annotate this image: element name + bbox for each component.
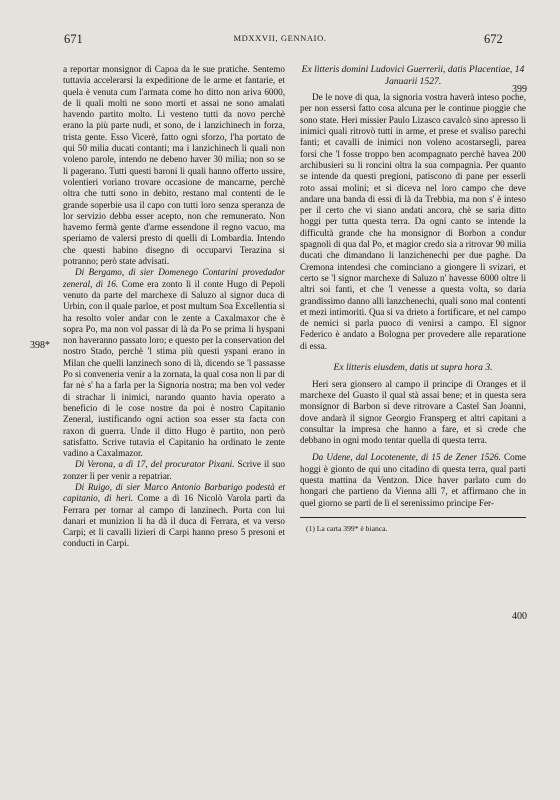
paragraph-udene [300, 452, 526, 508]
running-title: MDXXVII, GENNAIO. [233, 33, 327, 43]
text-ruigo: Come a dì 16 Nicolò Varola partì da Ferrara per tornar al campo di lanzinech. Porta con lui danari et munizion li ha dà il duca di Ferrara, et va verso Carpi; et li cavalli lizieri di Carpi hanno preso 5 presoni et conducti in Carpi. [63, 493, 285, 549]
heading-verona: Di Verona, a dì 17, del procurator Pixani. [75, 459, 235, 470]
heading-ruigo: Di Ruigo, di sier Marco Antonio Barbarigo podestà et capitanio, di heri. [63, 481, 285, 504]
page-number-right: 672 [484, 32, 503, 46]
footnote: (1) La carta 399* è bianca. [306, 523, 388, 533]
paragraph-oranges: Heri sera gionsero al campo il principe di Oranges et il marchexe del Guasto il qual stà assai bene; et in questa sera monsignor di Barbon si deve ritrovare a Castel San Joanni, dove andarà il signor Georgio Fransperg et altri capitani a consultar la impresa che hanno a fare, et si crede che debbano in ogni modo tentar quella di questa terra. [300, 378, 526, 446]
paragraph-ruigo [63, 482, 285, 550]
paragraph-verona [63, 459, 285, 482]
paragraph-bergamo [63, 267, 285, 459]
text-udene: Come hoggi è gionto de qui uno citadino di questa terra, qual parti questa mattina da Ventzon. Dice haver parlato cum do hongari che partieno da Vienna alli 7, et affirmano che in quel giorno se partì de lì el serenissimo principe Fer- [300, 452, 526, 508]
paragraph-piacenza: De le nove di qua, la signoria vostra haverà inteso poche, per non essersi fatto cosa alcuna per le continue pioggie che sono state. Heri missier Paulo Lizasco cavalcò sino apresso li inimici quali ritrovò tutti in arme, et prese et svaliso parechi fanti; et cavalli de inimici non voleno acostarseglì, parea forsi che 'l fosse troppo ben acompagnato perchè havea 200 archibusieri su li roncini oltra la sua compagnia. Per quanto se intende da questi pregioni, patiscono di pane per esserli roto assai molini; et si diceva nel loro campo che deve andare una banda di essi di là da Trebbia, ma non s' è inteso per il certo che vi siano andati ancora, chè se saria ditto hoggi per tutta questa terra. Da ogni canto se intende la difficultà grande che ha monsignor di Borbon a condur spagnoli di qua dal Po, et magior credo sia a ritrovar 90 milia ducati che dimandano li lanzichenechi per due paghe. Da Cremona intendesi che cominciano a giongere li svizari, et certo se 'l signor marchexe di Saluzo n' havesse 6000 oltre li altri soi fanti, et che 'l venesse a questa volta, so daria grandissimo danno alli lanzchenechi, quali sono mal contenti et mezi intimoriti. Qua si va drieto a fortificare, et nel campo de nemici si parla puoco di venirsi a campo. El signor Federico è andato a Bologna per provedere alle reparatione di essa. [300, 92, 526, 351]
page-header [0, 32, 560, 48]
page-number-left: 671 [64, 32, 83, 46]
section-heading-eiusdem: Ex litteris eiusdem, datis ut supra hora 3. [333, 362, 493, 374]
section-heading-guerrerii: Ex litteris domini Ludovici Guerrerii, datis Placentiae, 14 Januarii 1527. [301, 64, 525, 87]
margin-number-398: 398* [30, 340, 50, 351]
heading-bergamo: Di Bergamo, di sier Domenego Contarini provedador zeneral, di 16. [63, 267, 285, 289]
paragraph-capoa: a reportar monsignor di Capoa da le sue pratiche. Sentemo tuttavia accelerarsi la expeditione de le arme et fantarie, et quela è venuta cum l'armata come ho ditto non ariva 6000, de li quali molti ne sono morti et assai ne sono amalati havendo partito molto. Li vesteno tutti da novo perchè erano la più parte nudi, et sono, de i lanzichinech in forza, trista gente. Esso Vicerè, fatto ogni sforzo, l'ha portato de qui 50 milia ducati contanti; ma i lanzichinech li quali non voleno parole, intendo ne debeno haver 30 milia; non so se li pagerano. Tutti questi baroni li quali hanno offerto ussire, volentieri voriano trovare occasione de mancarne, perchè oltra che tutti sono in debito, restano mal contenti de le grande soperbie usa il capo con tutti loro senza speranza de lor servizio debba esser acepto, non che remunerato. Non havemo fermà gente d'arme essendone il regno vacuo, ma speriamo de valersi presto di quelli di Lombardia. Intendo che questi habino disegno di occuparvi Terazina si potranno; però state advisati. [63, 64, 285, 267]
heading-udene: Da Udene, dal Locotenente, di 15 de Zener 1526. [312, 452, 501, 463]
right-column [300, 64, 526, 533]
text-bergamo: Come era zonto lì il conte Hugo di Pepoli venuto da parte del marchexe di Saluzo al signor duca di Urbin, con il quale parloe, et post multum Soa Excellentia si ha resolto voler andar con le zente a Caxalmaxor che è sopra Po, ma non vol passar di là da Po se prima li hyspani non haveranno passato loro; e questo per la conservation del nostro Stado, perchè 'l stima più questi yspani erano in Milan che quelli lanzinech sono di là, dicendo se 'l passasse Po si conveneria venir a la zornata, la qual cosa non li par di far nè s' ha a farla per la Signoria nostra; ma ben vol veder di strachar li inimici, narando quanto havia operato a beneficio di le cose nostre da poi è nostro Capitanio Zeneral, iustificando ogni action soa esser sta facta con raxon di guerra. Unde il ditto Hugo è partito, non però satisfatto. Scrive tutavia el Capitanio ha ordinato le zente vadino a Caxalmazor. [63, 278, 285, 459]
left-column [63, 64, 285, 550]
margin-number-399: 399 [512, 84, 527, 95]
margin-number-400: 400 [512, 611, 527, 622]
text-verona: Scrive il suo zonzer lì per venir a repatriar. [63, 459, 285, 481]
footnote-rule [300, 517, 526, 518]
